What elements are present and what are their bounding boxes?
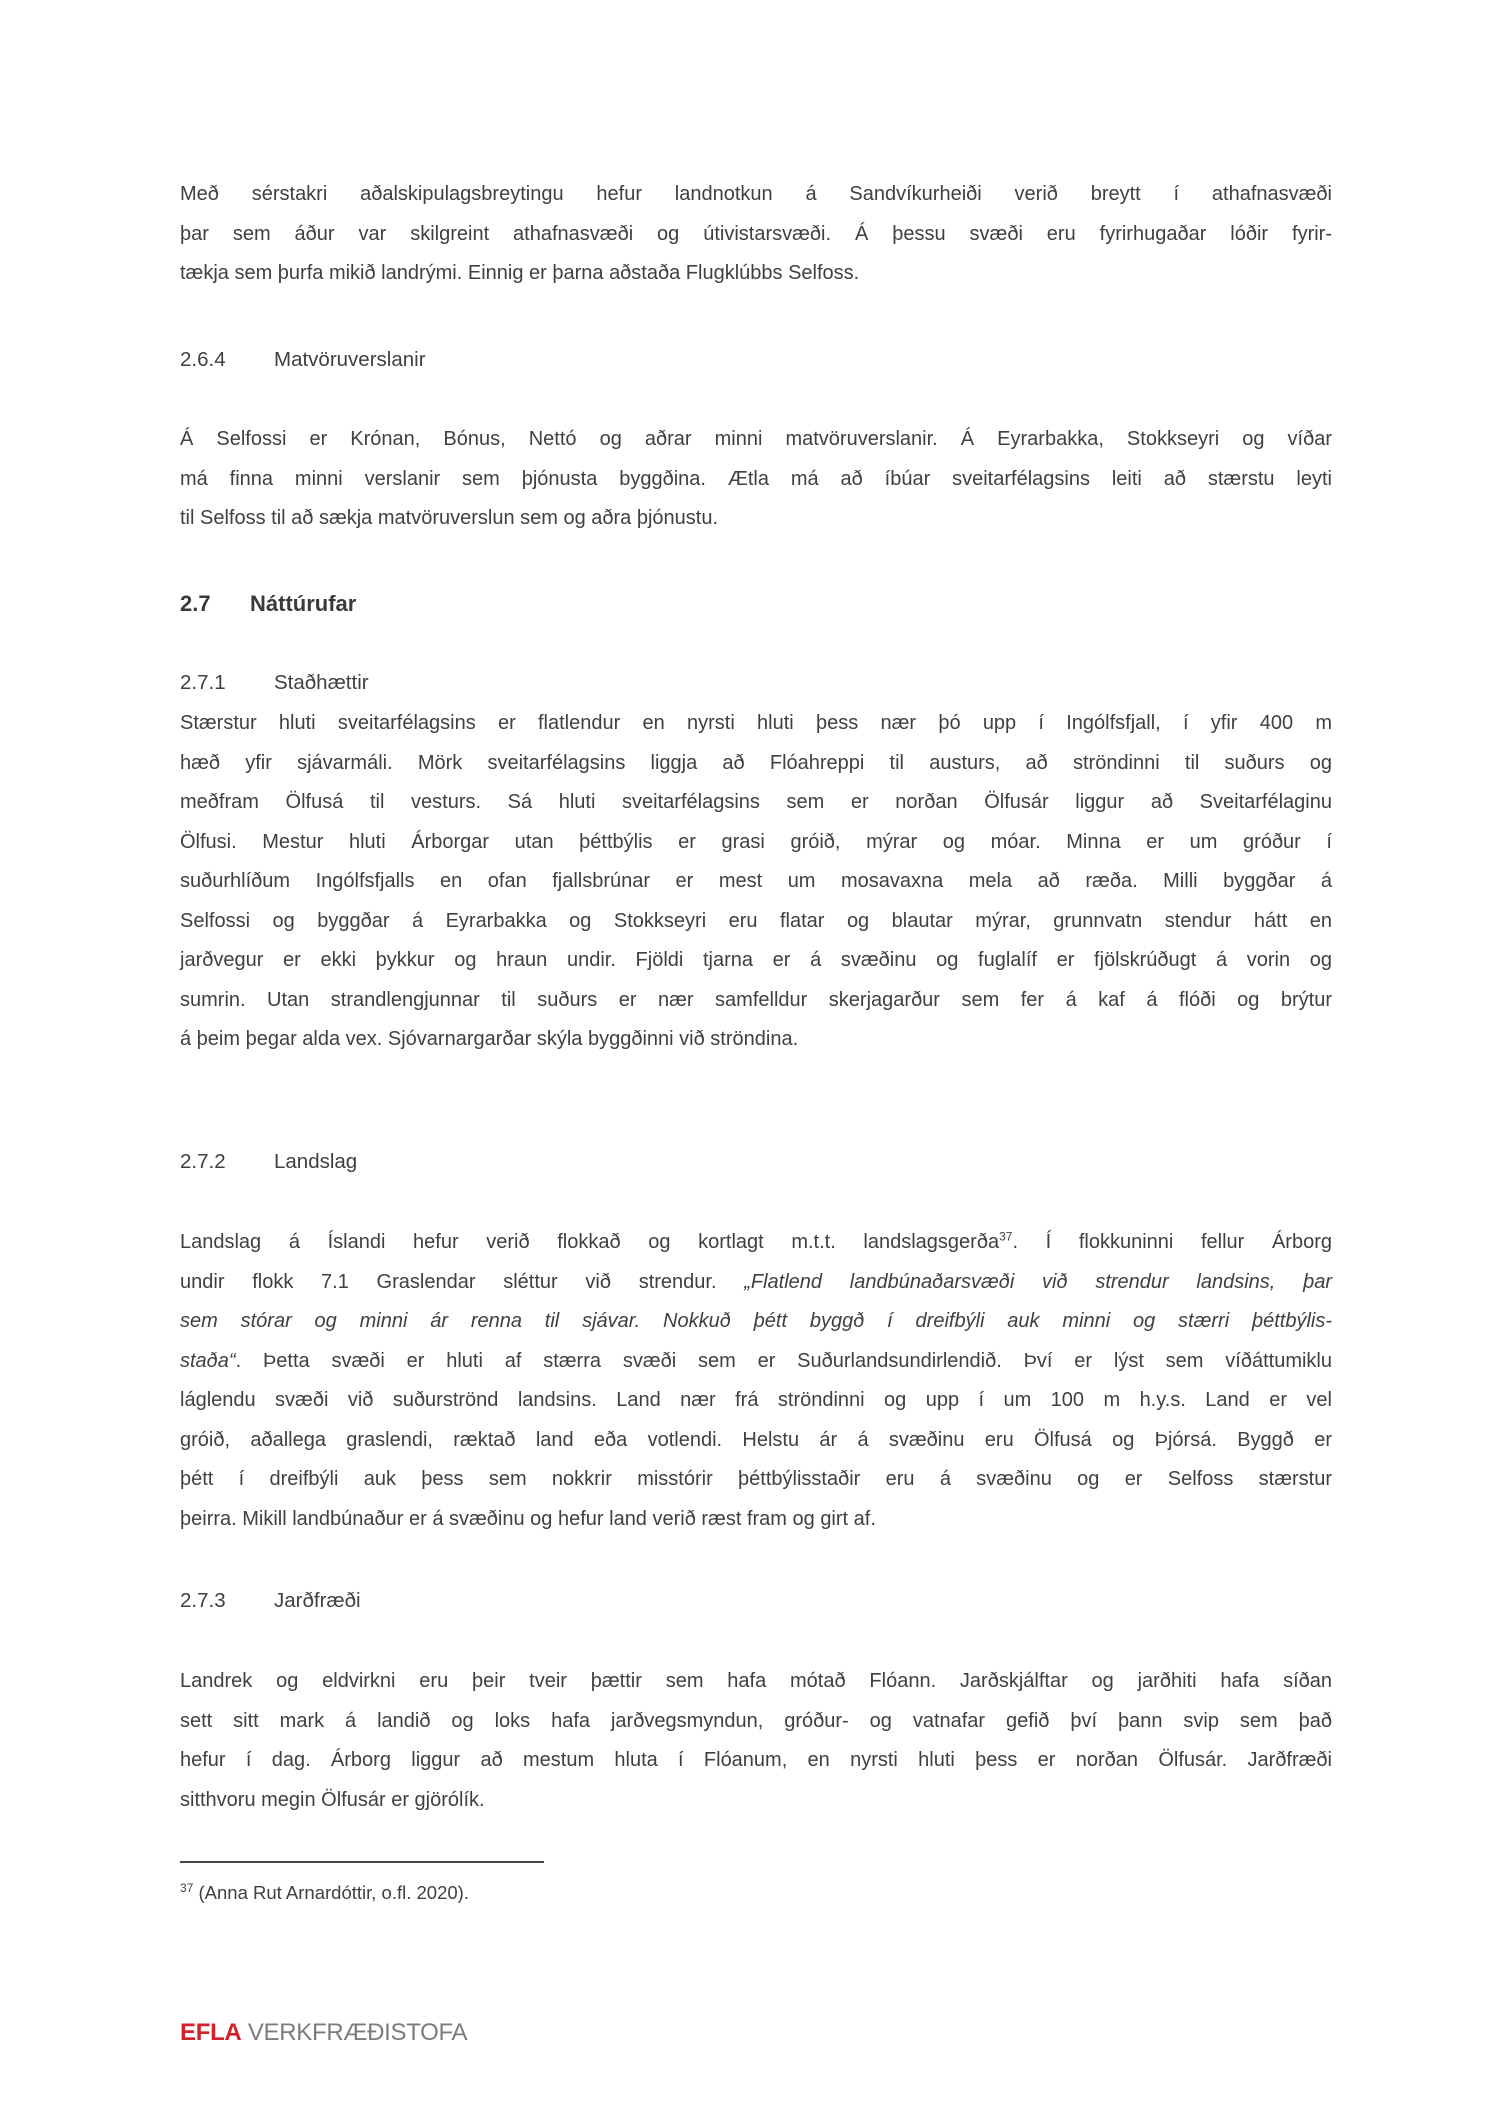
text-line [180,175,1332,215]
paragraph-2-7-2 [180,1223,1332,1539]
text-line [180,704,1332,744]
text-segment: sumrin. Utan strandlengjunnar til suðurs er nær samfelldur skerjagarður sem fer á kaf á flóði og brýtur [180,988,1332,1011]
text-segment: undir flokk 7.1 Graslendar sléttur við strendur. [180,1270,745,1293]
text-segment: hefur í dag. Árborg liggur að mestum hluta í Flóanum, en nyrsti hluti þess er norðan Ölfusár. Jarðfræði [180,1749,1332,1771]
text-line [180,1702,1332,1742]
text-segment: suðurhlíðum Ingólfsfjalls en ofan fjallsbrúnar er mest um mosavaxna mela að ræða. Milli byggðar á [180,870,1332,892]
text-segment: þar sem áður var skilgreint athafnasvæði og útivistarsvæði. Á þessu svæði eru fyrirhugaðar lóðir fyrir- [180,222,1332,245]
text-segment: meðfram Ölfusá til vesturs. Sá hluti sveitarfélagsins sem er norðan Ölfusár liggur að Sveitarfélaginu [180,791,1332,813]
heading-title: Matvöruverslanir [274,348,426,371]
text-line [180,823,1332,863]
text-segment: Á Selfossi er Krónan, Bónus, Nettó og aðrar minni matvöruverslanir. Á Eyrarbakka, Stokkseyri og víðar [180,428,1332,450]
heading-number: 2.7.3 [180,1589,226,1612]
paragraph-2-7-3 [180,1662,1332,1820]
logo-brand: EFLA [180,2019,242,2046]
text-segment: jarðvegur er ekki þykkur og hraun undir. Fjöldi tjarna er á svæðinu og fuglalíf er fjölskrúðugt á vorin og [180,949,1332,971]
heading-number: 2.7 [180,591,211,616]
text-line [180,1020,1332,1060]
text-segment: Landrek og eldvirkni eru þeir tveir þættir sem hafa mótað Flóann. Jarðskjálftar og jarðhiti hafa síðan [180,1670,1332,1692]
heading-number: 2.6.4 [180,348,226,371]
heading-2-7-1 [180,668,1332,698]
heading-title: Náttúrufar [250,591,357,616]
text-segment: Stærstur hluti sveitarfélagsins er flatlendur en nyrsti hluti þess nær þó upp í Ingólfsfjall, í yfir 400 m [180,712,1332,734]
text-segment: tækja sem þurfa mikið landrými. Einnig er þarna aðstaða Flugklúbbs Selfoss. [180,262,860,284]
text-line [180,1460,1332,1500]
heading-number: 2.7.1 [180,671,226,694]
text-line [180,420,1332,460]
text-segment: láglendu svæði við suðurströnd landsins. Land nær frá ströndinni og upp í um 100 m h.y.s. Land er vel [180,1389,1332,1411]
heading-2-7-2 [180,1147,1332,1177]
text-line [180,1781,1332,1821]
footnote-text: (Anna Rut Arnardóttir, o.fl. 2020). [193,1882,469,1903]
text-line [180,1421,1332,1461]
paragraph-2-6-4 [180,420,1332,539]
text-segment: . Í flokkuninni fellur Árborg [1012,1231,1332,1253]
text-line [180,1263,1332,1303]
text-segment: á þeim þegar alda vex. Sjóvarnargarðar skýla byggðinni við ströndina. [180,1028,799,1050]
paragraph-intro [180,175,1332,294]
text-segment: Með sérstakri aðalskipulagsbreytingu hefur landnotkun á Sandvíkurheiði verið breytt í athafnasvæði [180,183,1332,205]
text-segment: . Þetta svæði er hluti af stærra svæði sem er Suðurlandsundirlendið. Því er lýst sem víðáttumiklu [235,1349,1332,1372]
text-line [180,1381,1332,1421]
text-segment: sitthvoru megin Ölfusár er gjörólík. [180,1788,485,1811]
footnote-reference: 37 [999,1229,1013,1244]
text-line [180,460,1332,500]
heading-title: Staðhættir [274,671,369,694]
text-segment: Selfossi og byggðar á Eyrarbakka og Stokkseyri eru flatar og blautar mýrar, grunnvatn stendur hátt en [180,909,1332,932]
footnote-number: 37 [180,1880,194,1895]
text-segment: má finna minni verslanir sem þjónusta byggðina. Ætla má að íbúar sveitarfélagsins leiti að stærstu leyti [180,467,1332,490]
heading-number: 2.7.2 [180,1150,226,1173]
text-segment: þeirra. Mikill landbúnaður er á svæðinu og hefur land verið ræst fram og girt af. [180,1507,876,1530]
text-line [180,254,1332,294]
text-line [180,1302,1332,1342]
paragraph-2-7-1 [180,704,1332,1060]
text-segment: til Selfoss til að sækja matvöruverslun sem og aðra þjónustu. [180,507,719,529]
text-line [180,1741,1332,1781]
italic-quote: sem stórar og minni ár renna til sjávar. Nokkuð þétt byggð í dreifbýli auk minni og stærri þéttbýlis- [180,1310,1332,1332]
text-line [180,744,1332,784]
heading-title: Landslag [274,1150,358,1173]
text-segment: hæð yfir sjávarmáli. Mörk sveitarfélagsins liggja að Flóahreppi til austurs, að ströndinni til suðurs og [180,751,1332,774]
text-segment: gróið, aðallega graslendi, ræktað land eða votlendi. Helstu ár á svæðinu eru Ölfusá og Þjórsá. Byggð er [180,1428,1332,1451]
text-segment: sett sitt mark á landið og loks hafa jarðvegsmyndun, gróður- og vatnafar gefið því þann svip sem það [180,1709,1332,1732]
text-line [180,1662,1332,1702]
italic-quote: staða“ [180,1349,236,1372]
heading-2-7-3 [180,1586,1332,1616]
heading-title: Jarðfræði [274,1589,361,1612]
text-line [180,981,1332,1021]
text-line [180,1342,1332,1382]
footnote [180,1878,469,1908]
text-line [180,1500,1332,1540]
footnote-divider [180,1861,544,1863]
text-line [180,215,1332,255]
text-line [180,1223,1332,1263]
text-segment: Ölfusi. Mestur hluti Árborgar utan þéttbýlis er grasi gróið, mýrar og móar. Minna er um gróður í [180,830,1332,853]
text-line [180,783,1332,823]
heading-2-7 [180,589,1332,619]
heading-2-6-4 [180,345,1332,375]
text-line [180,941,1332,981]
efla-logo [180,2019,467,2047]
text-line [180,499,1332,539]
text-line [180,902,1332,942]
logo-suffix: VERKFRÆÐISTOFA [241,2019,468,2046]
italic-quote: „Flatlend landbúnaðarsvæði við strendur landsins, þar [744,1270,1332,1293]
text-segment: Landslag á Íslandi hefur verið flokkað og kortlagt m.t.t. landslagsgerða [180,1231,1000,1253]
text-segment: þétt í dreifbýli auk þess sem nokkrir misstórir þéttbýlisstaðir eru á svæðinu og er Selfoss stærstur [180,1468,1332,1490]
text-line [180,862,1332,902]
